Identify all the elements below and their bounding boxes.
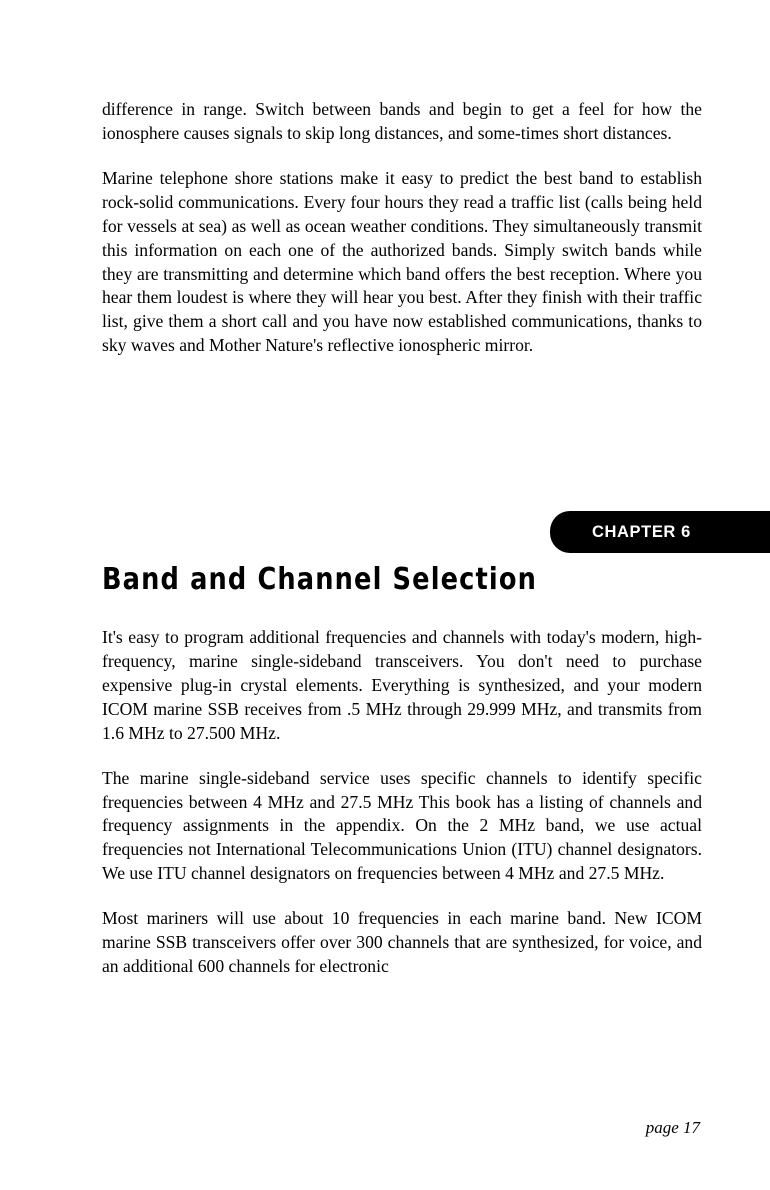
chapter-title: Band and Channel Selection xyxy=(102,562,537,597)
paragraph: The marine single-sideband service uses specific channels to identify specific frequencies between 4 MHz and 27.5 MHz This book has a listing of channels and frequency assignments in the appendix. On the 2 MHz band, we use actual frequencies not International Telecommunications Union (ITU) channel designators. We use ITU channel designators on frequencies between 4 MHz and 27.5 MHz. xyxy=(102,767,702,884)
paragraph: Marine telephone shore stations make it easy to predict the best band to establish rock-solid communications. Every four hours they read a traffic list (calls being held for vessels at sea) as well as ocean weather conditions. They simultaneously transmit this information on each one of the authorized bands. Simply switch bands while they are transmitting and determine which band offers the best reception. Where you hear them loudest is where they will hear you best. After they finish with their traffic list, give them a short call and you have now established communications, thanks to sky waves and Mother Nature's reflective ionospheric mirror. xyxy=(102,167,702,356)
chapter-body-section xyxy=(102,626,702,979)
chapter-banner-container xyxy=(0,511,770,553)
intro-section xyxy=(102,98,702,358)
page-number: page 17 xyxy=(645,1118,700,1137)
paragraph: Most mariners will use about 10 frequencies in each marine band. New ICOM marine SSB transceivers offer over 300 channels that are synthesized, for voice, and an additional 600 channels for electronic xyxy=(102,908,702,977)
chapter-banner: CHAPTER 6 xyxy=(550,511,770,553)
paragraph: It's easy to program additional frequencies and channels with today's modern, high-frequency, marine single-sideband transceivers. You don't need to purchase expensive plug-in crystal elements. Everything is synthesized, and your modern ICOM marine SSB receives from .5 MHz through 29.999 MHz, and transmits from 1.6 MHz to 27.500 MHz. xyxy=(102,627,702,743)
paragraph: difference in range. Switch between bands and begin to get a feel for how the ionosphere causes signals to skip long distances, and some-times short distances. xyxy=(102,99,702,143)
